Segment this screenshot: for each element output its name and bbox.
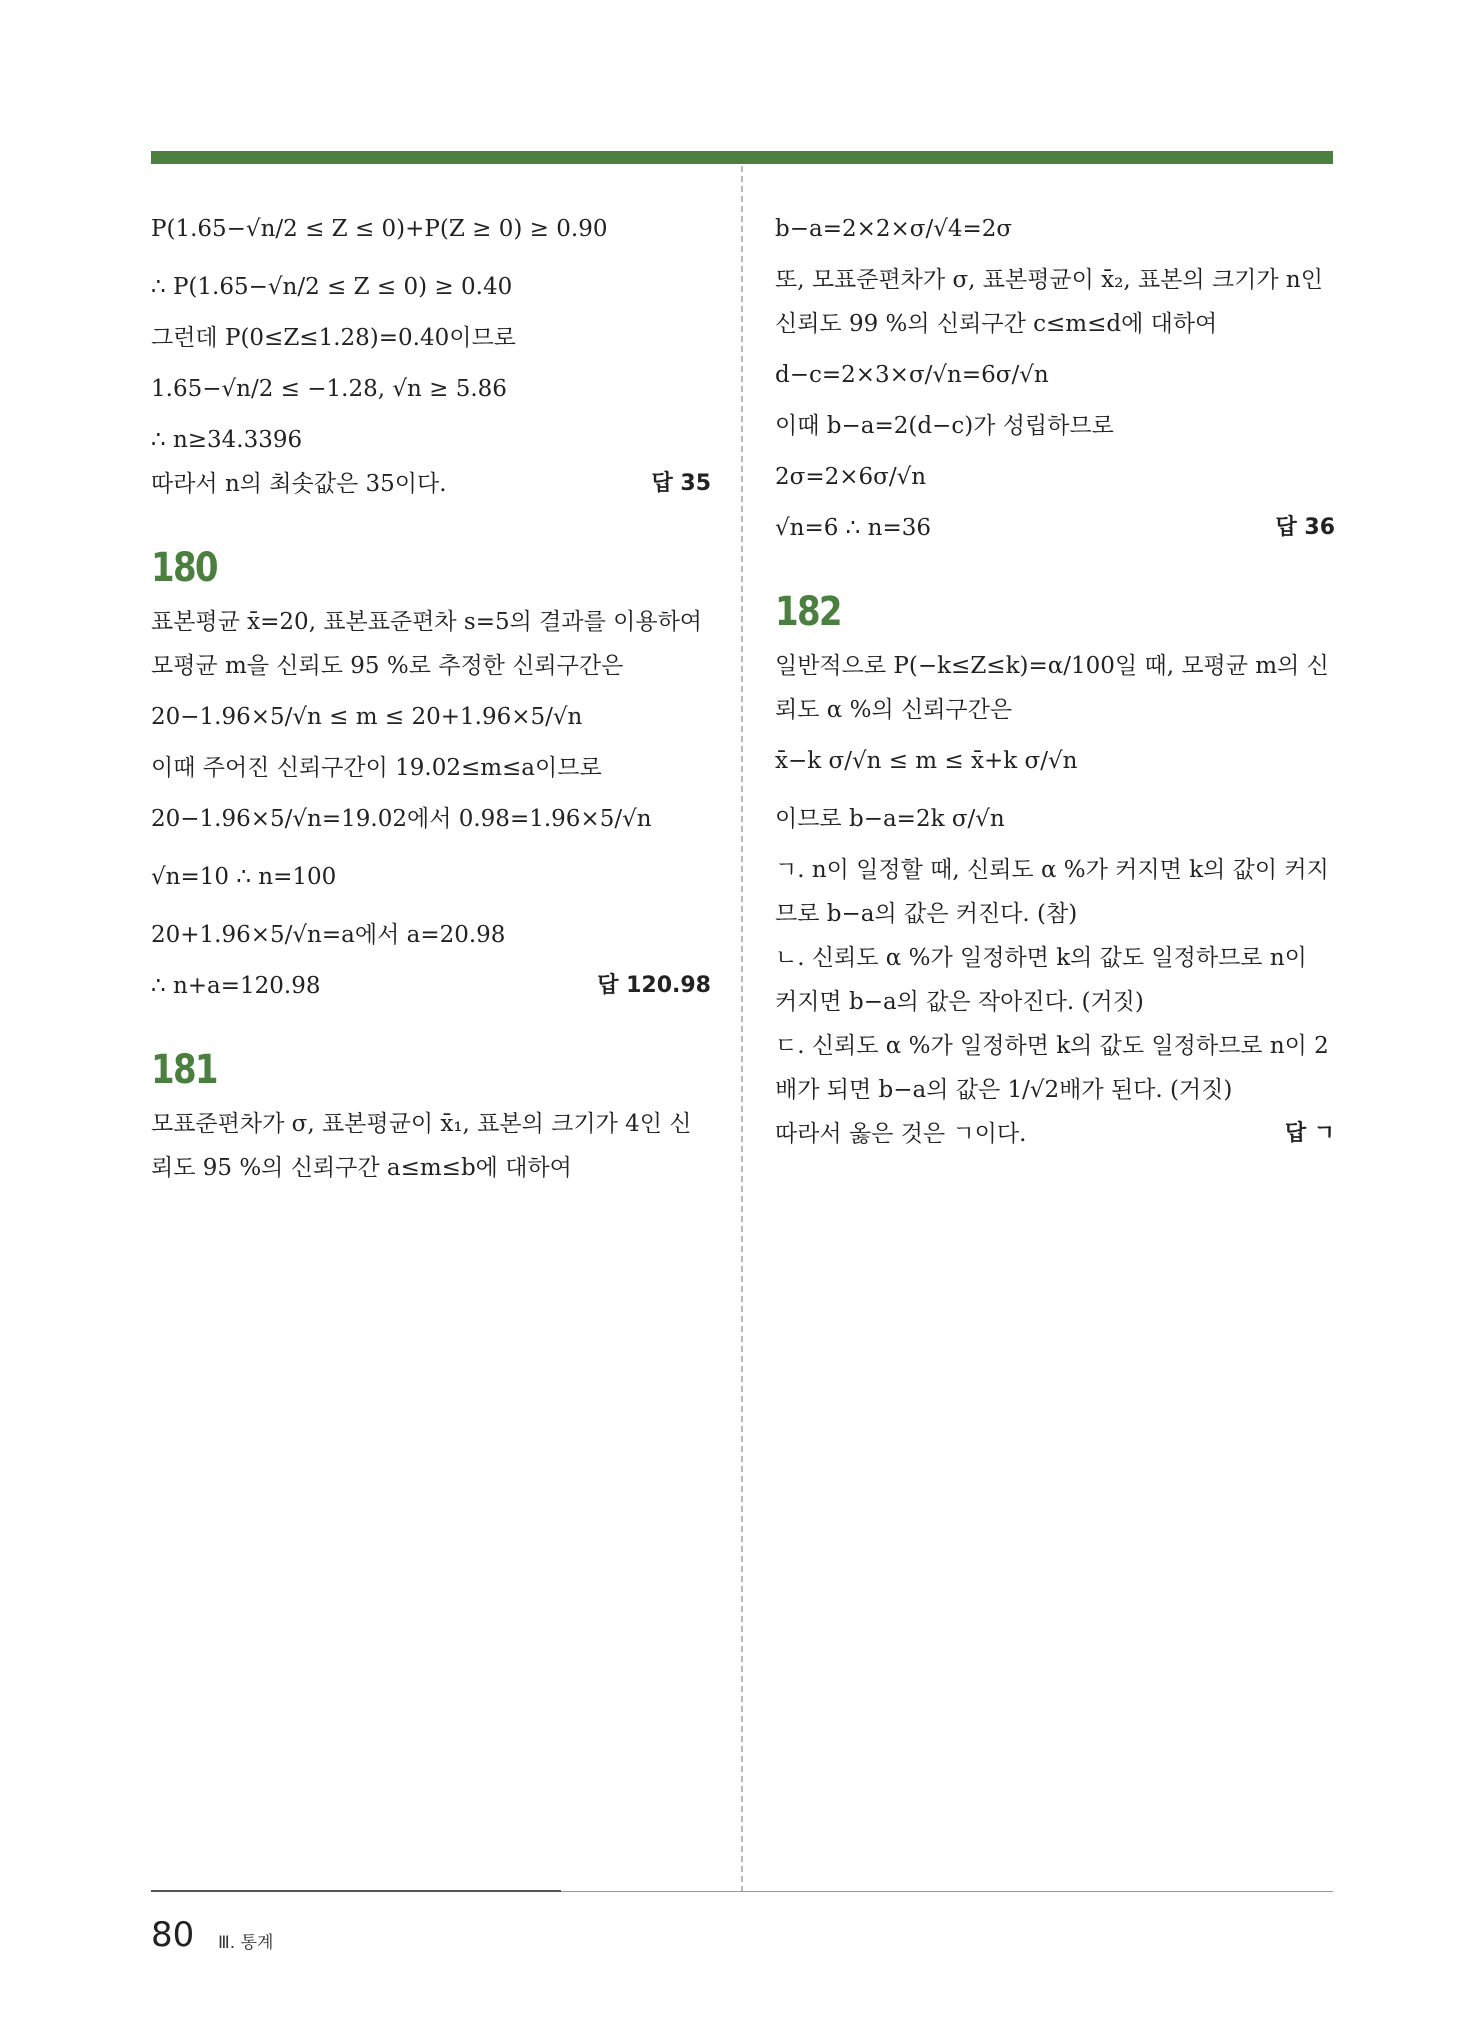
solution-text: √n=6 ∴ n=36 (775, 515, 931, 541)
solution-text: 따라서 n의 최솟값은 35이다. (151, 471, 447, 497)
answer-label: 답 35 (651, 471, 711, 496)
solution-line: 모표준편차가 σ, 표본평균이 x̄₁, 표본의 크기가 4인 신뢰도 95 %의 신뢰구간 a≤m≤b에 대하여 (151, 1111, 692, 1181)
solution-line: 20−1.96×5/√n=19.02에서 0.98=1.96×5/√n (151, 806, 652, 832)
solution-line: b−a=2×2×σ/√4=2σ (775, 216, 1013, 242)
header-bar (151, 151, 1333, 164)
solution-line: 20+1.96×5/√n=a에서 a=20.98 (151, 922, 506, 948)
solution-line: ㄷ. 신뢰도 α %가 일정하면 k의 값도 일정하므로 n이 2배가 되면 b−a의 값은 1/√2배가 된다. (거짓) (775, 1033, 1329, 1103)
solution-text: ∴ n+a=120.98 (151, 973, 321, 999)
problem-number: 182 (775, 589, 841, 635)
footer-rule-accent (151, 1890, 561, 1892)
solution-line: ㄴ. 신뢰도 α %가 일정하면 k의 값도 일정하므로 n이 커지면 b−a의 값은 작아진다. (거짓) (775, 945, 1307, 1015)
solution-line (775, 1112, 1335, 1156)
solution-line: d−c=2×3×σ/√n=6σ/√n (775, 362, 1049, 388)
answer-label: 답 ㄱ (1284, 1121, 1335, 1146)
solution-line (775, 506, 1335, 550)
answer-label: 답 36 (1275, 515, 1335, 540)
solution-line: 표본평균 x̄=20, 표본표준편차 s=5의 결과를 이용하여 모평균 m을 신뢰도 95 %로 추정한 신뢰구간은 (151, 609, 703, 679)
solution-line: 또, 모표준편차가 σ, 표본평균이 x̄₂, 표본의 크기가 n인 신뢰도 99 %의 신뢰구간 c≤m≤d에 대하여 (775, 267, 1323, 337)
page-number: 80 (151, 1915, 195, 1955)
answer-label: 답 120.98 (597, 973, 711, 998)
solution-line: 20−1.96×5/√n ≤ m ≤ 20+1.96×5/√n (151, 704, 583, 730)
solution-line: ∴ n≥34.3396 (151, 427, 303, 453)
section-title: Ⅲ. 통계 (218, 1933, 274, 1953)
solution-line (151, 964, 711, 1008)
solution-line: P(1.65−√n/2 ≤ Z ≤ 0)+P(Z ≥ 0) ≥ 0.90 (151, 216, 608, 242)
column-divider (741, 166, 743, 1892)
solution-line: 그런데 P(0≤Z≤1.28)=0.40이므로 (151, 325, 516, 351)
solution-text: 따라서 옳은 것은 ㄱ이다. (775, 1121, 1027, 1147)
problem-number: 181 (151, 1047, 217, 1093)
solution-line: 이때 b−a=2(d−c)가 성립하므로 (775, 413, 1114, 439)
left-column (151, 200, 711, 1190)
solution-line: ㄱ. n이 일정할 때, 신뢰도 α %가 커지면 k의 값이 커지므로 b−a의 값은 커진다. (참) (775, 857, 1329, 927)
solution-line: x̄−k σ/√n ≤ m ≤ x̄+k σ/√n (775, 748, 1078, 774)
problem-number: 180 (151, 545, 217, 591)
right-column (775, 200, 1335, 1156)
solution-line: 2σ=2×6σ/√n (775, 464, 927, 490)
solution-line: 1.65−√n/2 ≤ −1.28, √n ≥ 5.86 (151, 376, 507, 402)
solution-line: 일반적으로 P(−k≤Z≤k)=α/100일 때, 모평균 m의 신뢰도 α %의 신뢰구간은 (775, 653, 1329, 723)
solution-line (151, 462, 711, 506)
solution-line: √n=10 ∴ n=100 (151, 864, 337, 890)
solution-line: 이므로 b−a=2k σ/√n (775, 806, 1005, 832)
solution-line: 이때 주어진 신뢰구간이 19.02≤m≤a이므로 (151, 755, 602, 781)
solution-line: ∴ P(1.65−√n/2 ≤ Z ≤ 0) ≥ 0.40 (151, 274, 513, 300)
